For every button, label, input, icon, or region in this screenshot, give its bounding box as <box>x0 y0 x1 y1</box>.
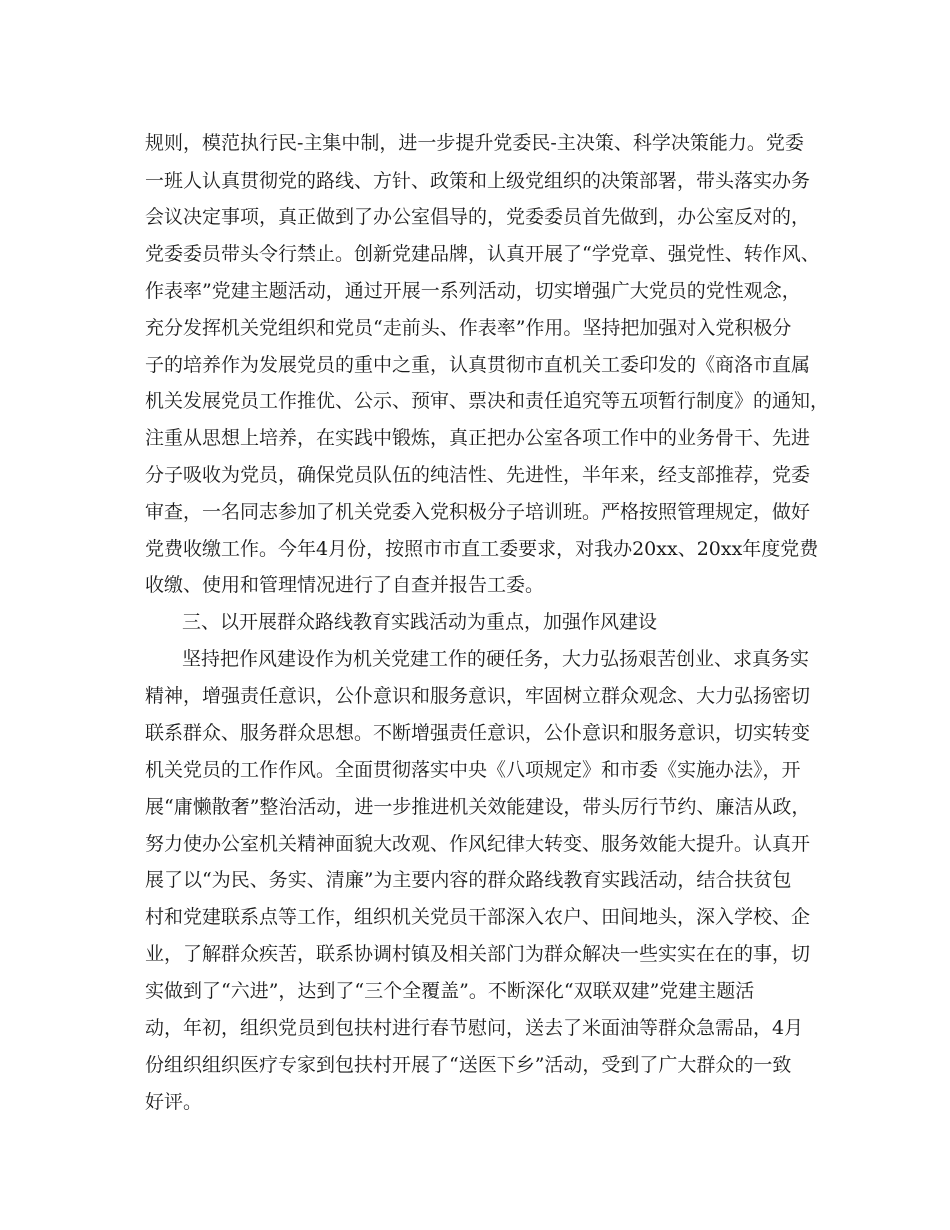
text-line: 努力使办公室机关精神面貌大改观、作风纪律大转变、服务效能大提升。认真开 <box>145 833 811 855</box>
text-line: 规则，模范执行民-主集中制，进一步提升党委民-主决策、科学决策能力。党委 <box>145 132 804 154</box>
text-line: 联系群众、服务群众思想。不断增强责任意识，公仆意识和服务意识，切实转变 <box>145 722 811 744</box>
text-line: 党委委员带头令行禁止。创新党建品牌，认真开展了“学党章、强党性、转作风、 <box>145 243 820 265</box>
text-line: 机关党员的工作作风。全面贯彻落实中央《八项规定》和市委《实施办法》，开 <box>145 759 801 781</box>
text-line: 作表率”党建主题活动，通过开展一系列活动，切实增强广大党员的党性观念， <box>145 280 801 302</box>
text-line: 一班人认真贯彻党的路线、方针、政策和上级党组织的决策部署，带头落实办务 <box>145 170 811 192</box>
text-line: 子的培养作为发展党员的重中之重，认真贯彻市直机关工委印发的《商洛市直属 <box>145 354 811 376</box>
text-line: 动，年初，组织党员到包扶村进行春节慰问，送去了米面油等群众急需品，4月 <box>145 1017 804 1039</box>
text-line: 份组织组织医疗专家到包扶村开展了“送医下乡”活动，受到了广大群众的一致 <box>145 1054 792 1076</box>
text-line: 党费收缴工作。今年4月份，按照市市直工委要求，对我办20xx、20xx年度党费 <box>145 538 819 560</box>
text-line: 展“庸懒散奢”整治活动，进一步推进机关效能建设，带头厉行节约、廉洁从政， <box>145 796 811 818</box>
text-line: 收缴、使用和管理情况进行了自查并报告工委。 <box>145 574 545 596</box>
text-line: 展了以“为民、务实、清廉”为主要内容的群众路线教育实践活动，结合扶贫包 <box>145 869 792 891</box>
text-line: 机关发展党员工作推优、公示、预审、票决和责任追究等五项暂行制度》的通知， <box>145 390 830 412</box>
text-line: 坚持把作风建设作为机关党建工作的硬任务，大力弘扬艰苦创业、求真务实 <box>182 648 810 670</box>
text-line: 村和党建联系点等工作，组织机关党员干部深入农户、田间地头，深入学校、企 <box>145 906 811 928</box>
text-line: 注重从思想上培养，在实践中锻炼，真正把办公室各项工作中的业务骨干、先进 <box>145 427 811 449</box>
section-heading: 三、以开展群众路线教育实践活动为重点，加强作风建设 <box>182 611 658 633</box>
text-line: 分子吸收为党员，确保党员队伍的纯洁性、先进性，半年来，经支部推荐，党委 <box>145 464 811 486</box>
text-line: 好评。 <box>145 1091 203 1113</box>
text-line: 精神，增强责任意识，公仆意识和服务意识，牢固树立群众观念、大力弘扬密切 <box>145 685 811 707</box>
text-line: 审查，一名同志参加了机关党委入党积极分子培训班。严格按照管理规定，做好 <box>145 501 811 523</box>
text-line: 充分发挥机关党组织和党员“走前头、作表率”作用。坚持把加强对入党积极分 <box>145 317 792 339</box>
text-line: 业，了解群众疾苦，联系协调村镇及相关部门为群众解决一些实实在在的事，切 <box>145 943 811 965</box>
text-line: 会议决定事项，真正做到了办公室倡导的，党委委员首先做到，办公室反对的， <box>145 206 811 228</box>
text-line: 实做到了“六进”，达到了“三个全覆盖”。不断深化“双联双建”党建主题活 <box>145 980 755 1002</box>
